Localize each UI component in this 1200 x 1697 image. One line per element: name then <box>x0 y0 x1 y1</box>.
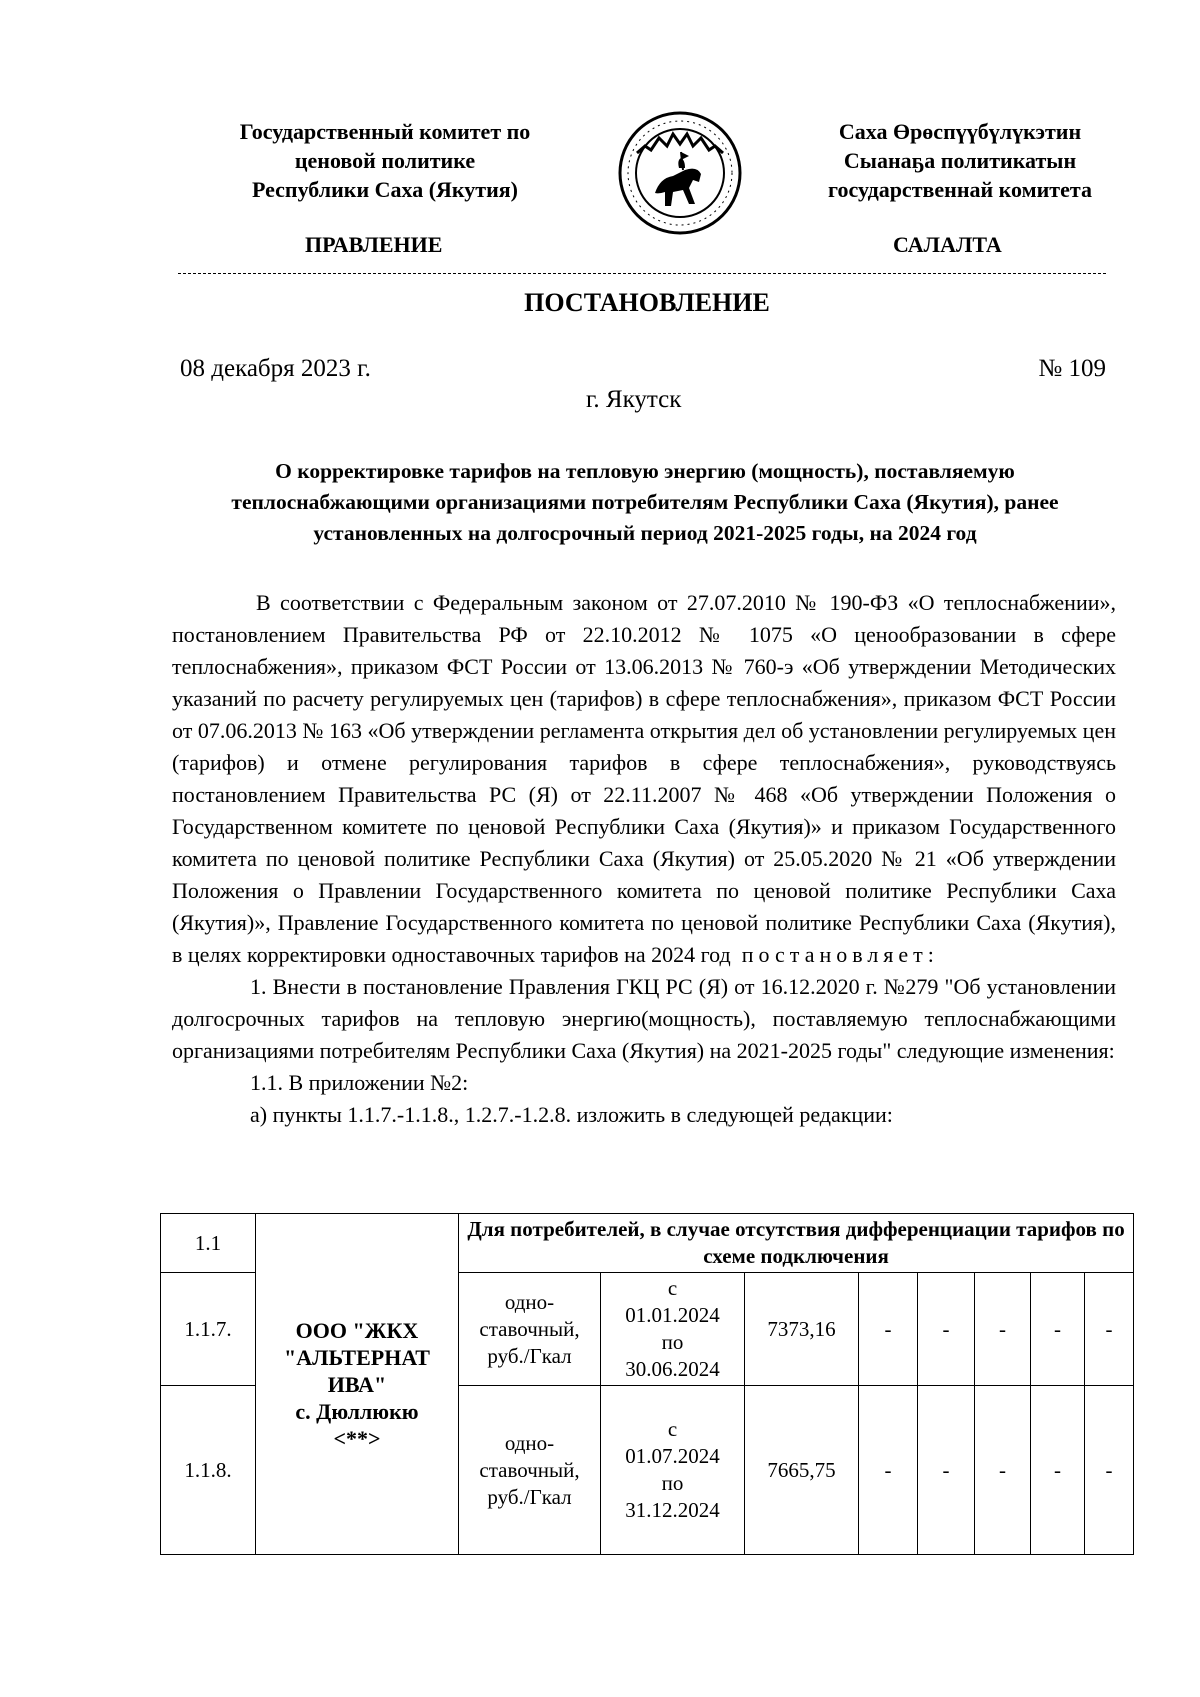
row-number: 1.1.7. <box>161 1273 256 1386</box>
empty-value: - <box>1031 1386 1085 1555</box>
document-city: г. Якутск <box>586 386 682 413</box>
emblem-icon <box>615 108 745 238</box>
board-label-yakut: САЛАЛТА <box>893 232 1002 257</box>
tariff-type: одно- ставочный, руб./Гкал <box>459 1273 601 1386</box>
empty-value: - <box>918 1273 975 1386</box>
empty-value: - <box>1031 1273 1085 1386</box>
empty-value: - <box>859 1273 918 1386</box>
empty-value: - <box>1085 1386 1134 1555</box>
empty-value: - <box>975 1273 1031 1386</box>
section-header: Для потребителей, в случае отсутствия дифференциации тарифов по схеме подключения <box>459 1214 1134 1273</box>
empty-value: - <box>918 1386 975 1555</box>
empty-value: - <box>1085 1273 1134 1386</box>
row-number: 1.1.8. <box>161 1386 256 1555</box>
organization-cell: ООО "ЖКХ "АЛЬТЕРНАТ ИВА" с. Дюллюкю <**> <box>256 1214 459 1555</box>
document-body <box>172 587 1116 1131</box>
table-row <box>161 1214 1134 1273</box>
committee-name-russian: Государственный комитет по ценовой политике Республики Саха (Якутия) <box>239 119 531 202</box>
item-a: а) пункты 1.1.7.-1.1.8., 1.2.7.-1.2.8. изложить в следующей редакции: <box>250 1102 893 1127</box>
item-1-1: 1.1. В приложении №2: <box>250 1070 469 1095</box>
preamble-paragraph: В соответствии с Федеральным законом от 27.07.2010 № 190-ФЗ «О теплоснабжении», постановлением Правительства РФ от 22.10.2012 № 1075 «О ценообразовании в сфере теплоснабжения», приказом ФСТ России от 13.06.2013 № 760-э «Об утверждении Методических указаний по расчету регулируемых цен (тарифов) в сфере теплоснабжения», приказом ФСТ России от 07.06.2013 № 163 «Об утверждении регламента открытия дел об установлении регулируемых цен (тарифов) и отмене регулирования тарифов в сфере теплоснабжения», руководствуясь постановлением Правительства РС (Я) от 22.11.2007 № 468 «Об утверждении Положения о Государственном комитете по ценовой Республики Саха (Якутия)» и приказом Государственного комитета по ценовой политике Республики Саха (Якутия) от 25.05.2020 № 21 «Об утверждении Положения о Правлении Государственного комитета по ценовой политике Республики Саха (Якутия)», Правление Государственного комитета по ценовой политике Республики Саха (Якутия), в целях корректировки одноставочных тарифов на 2024 год постановляет: <box>172 590 1116 967</box>
document-number: № 109 <box>1038 355 1106 382</box>
committee-name-yakut: Саха Өрөспүүбүлүкэтин Сыанаҕа политикатын государственнай комитета <box>828 119 1092 202</box>
empty-value: - <box>975 1386 1031 1555</box>
header-divider <box>178 273 1106 274</box>
tariff-value: 7665,75 <box>745 1386 859 1555</box>
document-title: О корректировке тарифов на тепловую энергию (мощность), поставляемую теплоснабжающими организациями потребителям Республики Саха (Якутия), ранее установленных на долгосрочный период 2021-2025 годы, на 2024 год <box>231 459 1059 545</box>
item-1: 1. Внести в постановление Правления ГКЦ РС (Я) от 16.12.2020 г. №279 "Об установлении долгосрочных тарифов на тепловую энергию(мощность), поставляемую теплоснабжающими организациями потребителям Республики Саха (Якутия) на 2021-2025 годы" следующие изменения: <box>172 974 1116 1063</box>
tariff-period: с 01.07.2024 по 31.12.2024 <box>601 1386 745 1555</box>
board-label-russian: ПРАВЛЕНИЕ <box>305 232 443 257</box>
tariff-value: 7373,16 <box>745 1273 859 1386</box>
document-type: ПОСТАНОВЛЕНИЕ <box>524 288 770 317</box>
tariff-period: с 01.01.2024 по 30.06.2024 <box>601 1273 745 1386</box>
decree-word: постановляет: <box>741 942 939 967</box>
document-date: 08 декабря 2023 г. <box>180 355 371 382</box>
tariff-type: одно- ставочный, руб./Гкал <box>459 1386 601 1555</box>
empty-value: - <box>859 1386 918 1555</box>
section-number: 1.1 <box>161 1214 256 1273</box>
tariff-table <box>160 1213 1134 1555</box>
